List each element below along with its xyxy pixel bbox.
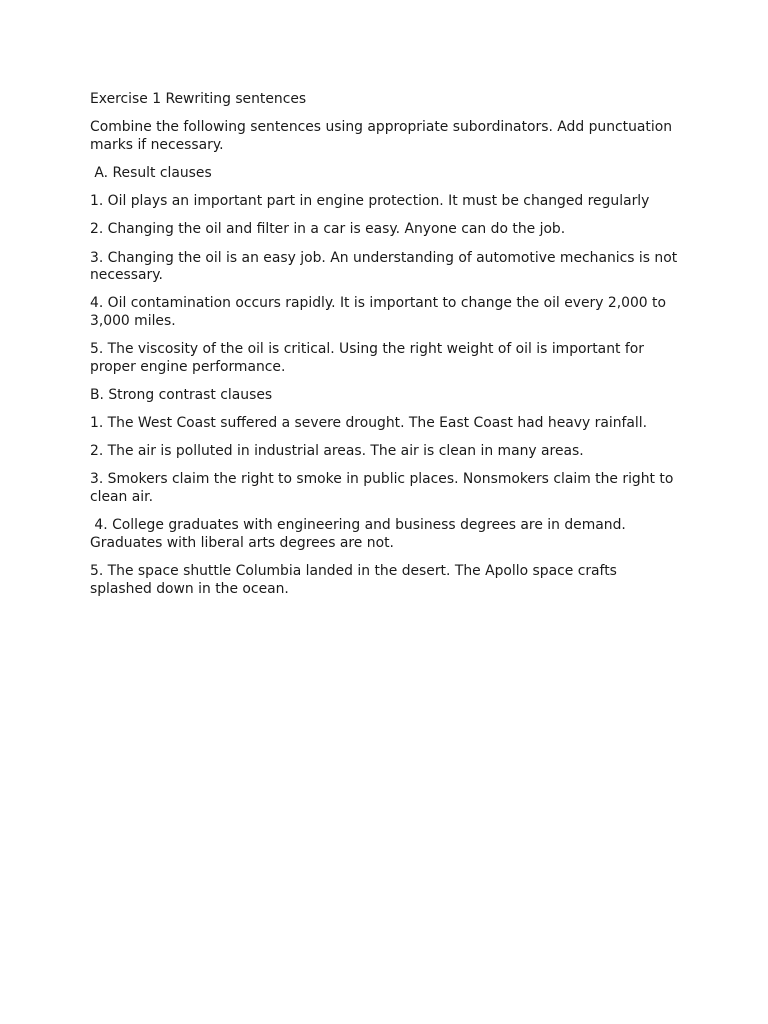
section-b-item-3: 3. Smokers claim the right to smoke in public places. Nonsmokers claim the right to clean air. [90,471,678,506]
section-b-item-5: 5. The space shuttle Columbia landed in the desert. The Apollo space crafts splashed down in the ocean. [90,563,622,597]
section-b-item-4: 4. College graduates with engineering and business degrees are in demand. Graduates with liberal arts degrees are not. [90,517,631,551]
section-b-item-2: 2. The air is polluted in industrial areas. The air is clean in many areas. [90,443,584,460]
section-a-item-4: 4. Oil contamination occurs rapidly. It is important to change the oil every 2,000 to 3,000 miles. [90,295,671,329]
document-body [90,91,682,609]
section-a-item-5: 5. The viscosity of the oil is critical. Using the right weight of oil is important for proper engine performance. [90,341,649,375]
section-a-item-2: 2. Changing the oil and filter in a car is easy. Anyone can do the job. [90,221,566,238]
instructions-text: Combine the following sentences using appropriate subordinators. Add punctuation marks if necessary. [90,119,677,153]
section-a-item-3: 3. Changing the oil is an easy job. An understanding of automotive mechanics is not necessary. [90,249,682,284]
section-a-heading: A. Result clauses [90,164,212,181]
section-b-item-1: 1. The West Coast suffered a severe drought. The East Coast had heavy rainfall. [90,415,648,432]
exercise-title: Exercise 1 Rewriting sentences [90,91,307,107]
section-a-item-1: 1. Oil plays an important part in engine protection. It must be changed regularly [90,193,650,210]
section-b-heading: B. Strong contrast clauses [90,386,273,403]
